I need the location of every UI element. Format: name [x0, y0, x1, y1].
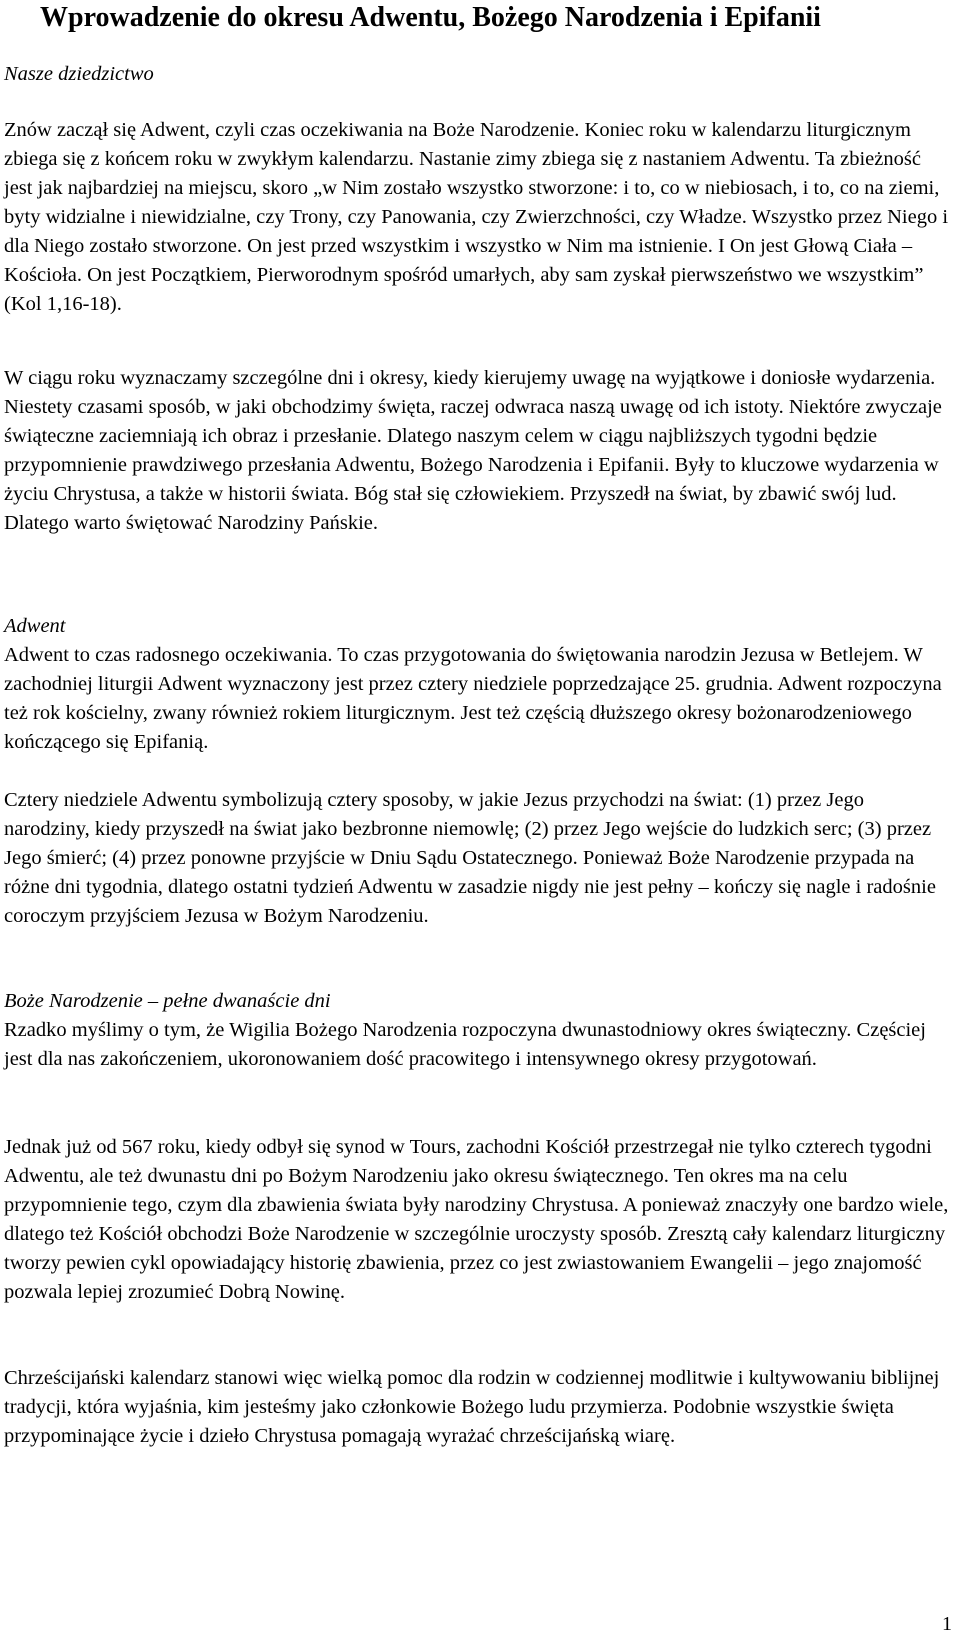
section-heading-heritage: Nasze dziedzictwo — [4, 63, 154, 85]
paragraph-7: Chrześcijański kalendarz stanowi więc wielką pomoc dla rodzin w codziennej modlitwie i kultywowaniu biblijnej tradycji, która wyjaśnia, kim jesteśmy jako członkowie Bożego ludu przymierza. Podobnie wszystkie święta przypominające życie i dzieło Chrystusa pomagają wyrażać chrześcijańską wiarę. — [4, 1367, 940, 1447]
paragraph-3: Adwent to czas radosnego oczekiwania. To czas przygotowania do świętowania narodzin Jezusa w Betlejem. W zachodniej liturgii Adwent wyznaczony jest przez cztery niedziele poprzedzające 25. grudnia. Adwent rozpoczyna też rok kościelny, zwany również rokiem liturgicznym. Jest też częścią dłuższego okresy bożonarodzeniowego kończącego się Epifanią. — [4, 644, 942, 753]
paragraph-6: Jednak już od 567 roku, kiedy odbył się synod w Tours, zachodni Kościół przestrzegał nie tylko czterech tygodni Adwentu, ale też dwunastu dni po Bożym Narodzeniu jako okresu świątecznego. Ten okres ma na celu przypomnienie tego, czym dla zbawienia świata były narodziny Chrystusa. A ponieważ znaczyły one bardzo wiele, dlatego też Kościół obchodzi Boże Narodzenie w szczególnie uroczysty sposób. Zresztą cały kalendarz liturgiczny tworzy pewien cykl opowiadający historię zbawienia, przez co jest zwiastowaniem Ewangelii – jego znajomość pozwala lepiej zrozumieć Dobrą Nowinę. — [4, 1136, 949, 1303]
paragraph-4: Cztery niedziele Adwentu symbolizują cztery sposoby, w jakie Jezus przychodzi na świat: (1) przez Jego narodziny, kiedy przyszedł na świat jako bezbronne niemowlę; (2) przez Jego wejście do ludzkich serc; (3) przez Jego śmierć; (4) przez ponowne przyjście w Dniu Sądu Ostatecznego. Ponieważ Boże Narodzenie przypada na różne dni tygodnia, dlatego ostatni tydzień Adwentu w zasadzie nigdy nie jest pełny – kończy się nagle i radośnie coroczym przyjściem Jezusa w Bożym Narodzeniu. — [4, 789, 936, 927]
paragraph-2: W ciągu roku wyznaczamy szczególne dni i okresy, kiedy kierujemy uwagę na wyjątkowe i doniosłe wydarzenia. Niestety czasami sposób, w jaki obchodzimy święta, raczej odwraca naszą uwagę od ich istoty. Niektóre zwyczaje świąteczne zaciemniają ich obraz i przesłanie. Dlatego naszym celem w ciągu najbliższych tygodni będzie przypomnienie prawdziwego przesłania Adwentu, Bożego Narodzenia i Epifanii. Były to kluczowe wydarzenia w życiu Chrystusa, a także w historii świata. Bóg stał się człowiekiem. Przyszedł na świat, by zbawić swój lud. Dlatego warto świętować Narodziny Pańskie. — [4, 367, 942, 534]
section-heading-christmas: Boże Narodzenie – pełne dwanaście dni — [4, 990, 331, 1012]
page-title: Wprowadzenie do okresu Adwentu, Bożego Narodzenia i Epifanii — [40, 2, 821, 33]
paragraph-5: Rzadko myślimy o tym, że Wigilia Bożego Narodzenia rozpoczyna dwunastodniowy okres świąteczny. Częściej jest dla nas zakończeniem, ukoronowaniem dość pracowitego i intensywnego okresy przygotowań. — [4, 1019, 926, 1070]
page-number: 1 — [942, 1613, 952, 1635]
paragraph-1: Znów zaczął się Adwent, czyli czas oczekiwania na Boże Narodzenie. Koniec roku w kalendarzu liturgicznym zbiega się z końcem roku w zwykłym kalendarzu. Nastanie zimy zbiega się z nastaniem Adwentu. Ta zbieżność jest jak najbardziej na miejscu, skoro „w Nim zostało wszystko stworzone: i to, co w niebiosach, i to, co na ziemi, byty widzialne i niewidzialne, czy Trony, czy Panowania, czy Zwierzchności, czy Władze. Wszystko przez Niego i dla Niego zostało stworzone. On jest przed wszystkim i wszystko w Nim ma istnienie. I On jest Głową Ciała – Kościoła. On jest Początkiem, Pierworodnym spośród umarłych, aby sam zyskał pierwszeństwo we wszystkim” (Kol 1,16-18). — [4, 119, 949, 315]
section-heading-advent: Adwent — [4, 615, 66, 637]
